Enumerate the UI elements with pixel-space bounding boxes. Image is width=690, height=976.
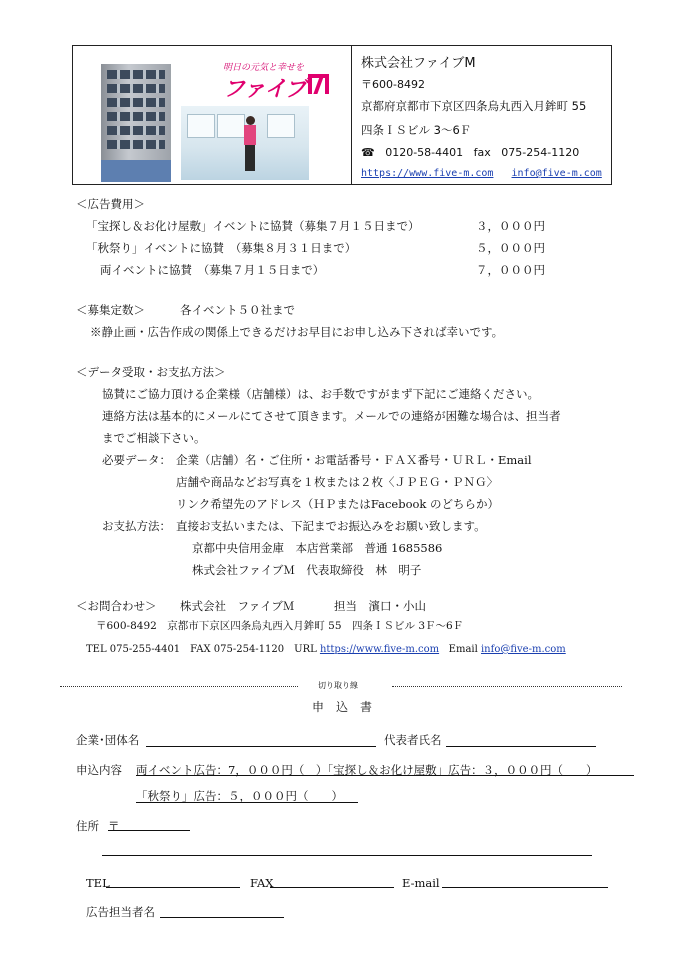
application-label: 申込内容: [76, 763, 122, 777]
phone-icon: ☎: [361, 146, 375, 159]
company-address-line1: 京都府京都市下京区四条烏丸西入月鉾町 55: [361, 99, 587, 113]
ad-contact-person-label: 広告担当者名: [86, 905, 155, 919]
website-link[interactable]: https://www.five-m.com: [361, 168, 494, 179]
postal-code-field[interactable]: [108, 830, 190, 831]
tel-field[interactable]: [106, 887, 240, 888]
fees-heading: ＜広告費用＞: [76, 197, 145, 211]
recruit-text: 各イベント５０社まで: [180, 303, 295, 317]
data-payment-heading: ＜データ受取・お支払方法＞: [76, 365, 226, 379]
postal-mark: 〒: [108, 819, 120, 833]
company-links: [361, 168, 602, 179]
address-label: 住所: [76, 819, 99, 833]
company-postal: 〒600-8492: [361, 78, 425, 91]
data-payment-line1: 協賛にご協力頂ける企業様（店舗様）は、お手数ですがまず下記にご連絡ください。: [102, 387, 539, 401]
header-photo: [73, 46, 352, 184]
company-address-line2: 四条ＩＳビル 3～6Ｆ: [361, 123, 472, 137]
company-logo: ファイブ: [223, 72, 330, 103]
application-option-1[interactable]: 両イベント広告：7，０００円（ ）「宝探し＆お化け屋敷」広告：３，０００円（ ）: [136, 763, 598, 777]
email-label: E-mail: [402, 876, 440, 890]
required-data-3: リンク希望先のアドレス（ＨＰまたはFacebook のどちらか）: [176, 497, 500, 511]
fee-row-3-price: ７，０００円: [476, 263, 545, 277]
cut-line-right: [392, 686, 622, 687]
payment-method-text: 直接お支払いまたは、下記までお振込みをお願い致します。: [176, 519, 486, 533]
recruit-heading: ＜募集定数＞: [76, 303, 145, 317]
company-contact-line: ☎ 0120-58-4401 fax 075-254-1120: [361, 146, 580, 159]
tel-label: TEL: [86, 876, 110, 890]
data-payment-line2: 連絡方法は基本的にメールにてさせて頂きます。メールでの連絡が困難な場合は、担当者: [102, 409, 561, 423]
inquiry-contact: 担当 濱口・小山: [334, 599, 426, 613]
email-field[interactable]: [442, 887, 608, 888]
fee-row-1-label: 「宝探し＆お化け屋敷」イベントに協賛（募集７月１５日まで）: [86, 219, 420, 233]
inquiry-email-link[interactable]: info@five-m.com: [480, 644, 566, 655]
inquiry-heading: ＜お問合わせ＞: [76, 599, 157, 613]
address-field[interactable]: [102, 855, 592, 856]
email-link[interactable]: info@five-m.com: [511, 168, 602, 179]
fee-row-2-price: ５，０００円: [476, 241, 545, 255]
form-title: 申 込 書: [312, 700, 373, 714]
inquiry-url-link[interactable]: https://www.five-m.com: [319, 644, 440, 655]
required-data-1: 企業（店舗）名・ご住所・お電話番号・ＦＡＸ番号・ＵＲＬ・Email: [176, 453, 532, 467]
payment-method-label: お支払方法：: [102, 519, 171, 533]
application-option-2[interactable]: 「秋祭り」広告：５，０００円（ ）: [136, 789, 343, 803]
representative-field[interactable]: [446, 746, 596, 747]
fax-label: FAX: [250, 876, 274, 890]
header-box: [72, 45, 612, 185]
slogan: 明日の元気と幸せを: [223, 63, 305, 73]
inquiry-contact-line: TEL 075-255-4401 FAX 075-254-1120 URL https://www.five-m.com Email info@five-m.com: [86, 644, 566, 655]
company-name-label: 企業･団体名: [76, 733, 140, 747]
building-photo: [101, 64, 171, 182]
inquiry-company: 株式会社 ファイブＭ: [180, 599, 295, 613]
required-data-2: 店舗や商品などお写真を１枚または２枚〈ＪＰＥＧ・ＰＮＧ〉: [176, 475, 498, 489]
company-name-field[interactable]: [146, 746, 376, 747]
account-holder: 株式会社ファイブＭ 代表取締役 林 明子: [192, 563, 422, 577]
ad-contact-person-field[interactable]: [160, 917, 284, 918]
inquiry-address: 〒600-8492 京都市下京区四条烏丸西入月鉾町 55 四条ＩＳビル 3Ｆ～6Ｆ: [96, 620, 464, 632]
cut-line-label: 切り取り線: [318, 681, 358, 690]
studio-photo: [181, 106, 309, 180]
company-name: 株式会社ファイブM: [361, 56, 476, 71]
recruit-note: ※静止画・広告作成の関係上できるだけお早目にお申し込み下されば幸いです。: [90, 325, 504, 339]
fee-row-2-label: 「秋祭り」イベントに協賛 （募集８月３１日まで）: [86, 241, 357, 255]
fee-row-3-label: 両イベントに協賛 （募集７月１５日まで）: [100, 263, 325, 277]
representative-label: 代表者氏名: [384, 733, 442, 747]
application-option-1-underline: [136, 775, 634, 776]
instructor-figure: [243, 116, 257, 172]
bank-account: 京都中央信用金庫 本店営業部 普通 1685586: [192, 541, 443, 555]
fax-field[interactable]: [270, 887, 394, 888]
logo-m-mark: [308, 72, 330, 94]
data-payment-line3: までご相談下さい。: [102, 431, 206, 445]
cut-line-left: [60, 686, 298, 687]
required-data-label: 必要データ：: [102, 453, 171, 467]
application-option-2-underline: [136, 802, 358, 803]
fee-row-1-price: ３，０００円: [476, 219, 545, 233]
